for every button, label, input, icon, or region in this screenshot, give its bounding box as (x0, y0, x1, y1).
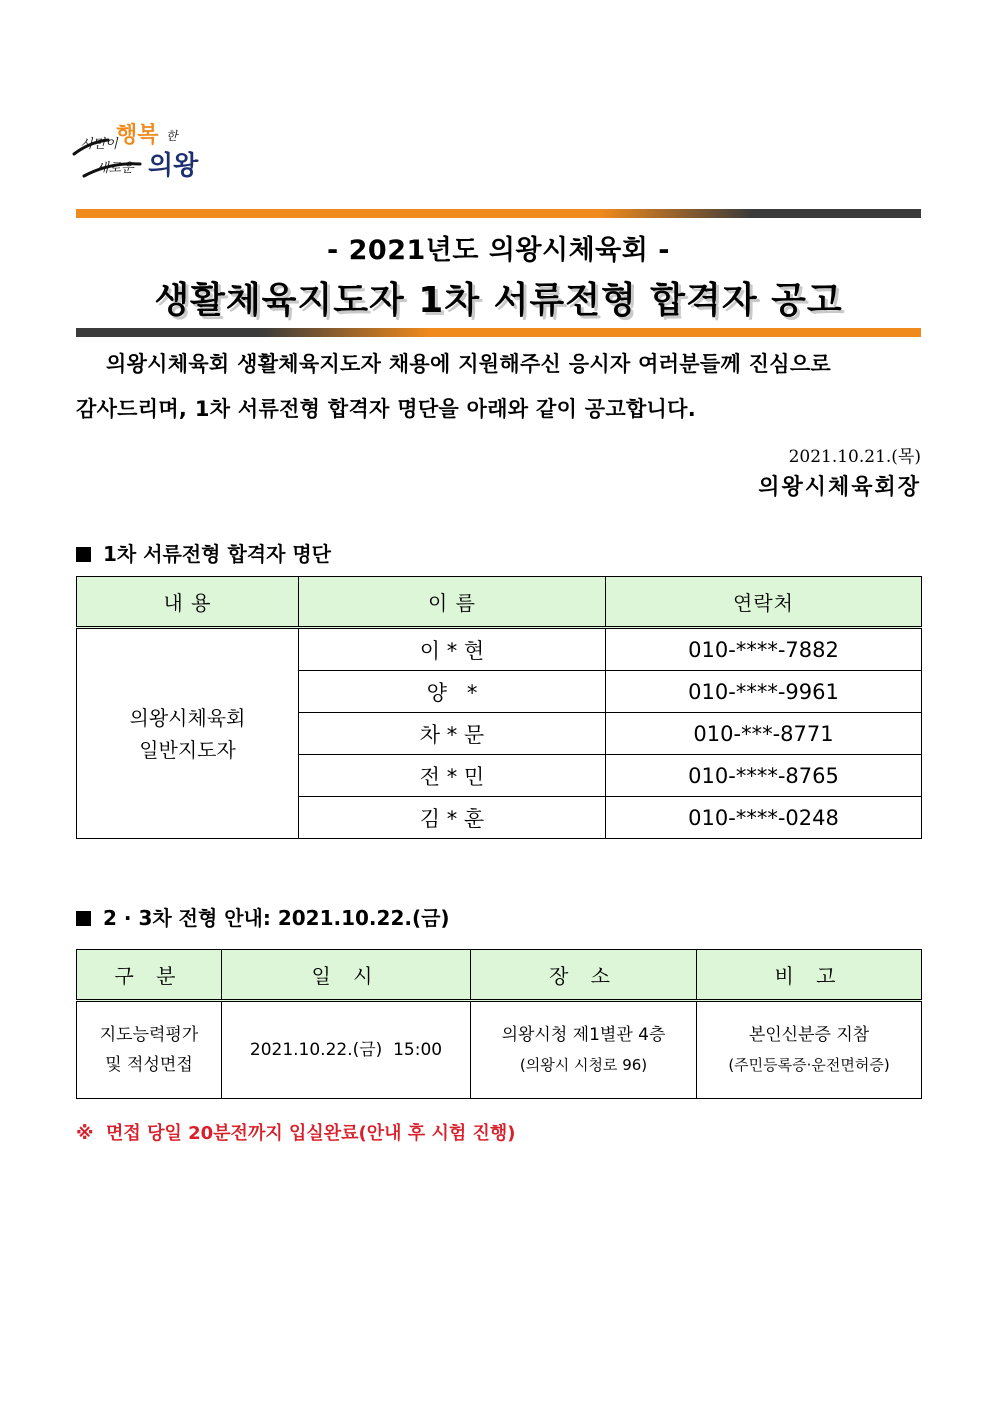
svg-text:한: 한 (166, 129, 178, 143)
stage-note-line-1: 본인신분증 지참 (748, 1025, 870, 1045)
svg-text:새로운: 새로운 (96, 161, 134, 176)
table-header-row (77, 577, 922, 628)
applicant-phone: 010-****-0248 (606, 797, 922, 839)
applicant-name: 양 * (299, 671, 606, 713)
intro-line-2: 감사드리며, 1차 서류전형 합격자 명단을 아래와 같이 공고합니다. (76, 397, 696, 421)
applicant-name: 김 * 훈 (299, 797, 606, 839)
signer: 의왕시체육회장 (758, 474, 921, 500)
square-bullet-icon (76, 911, 91, 926)
header-place: 장 소 (471, 950, 697, 1001)
stage-place-cell (471, 1001, 697, 1099)
announcement-date: 2021.10.21.(목) (788, 447, 921, 467)
group-line-2: 일반지도자 (139, 737, 236, 762)
intro-line-1: 의왕시체육회 생활체육지도자 채용에 지원해주신 응시자 여러분들께 진심으로 (106, 352, 832, 376)
stage-type-cell (77, 1001, 222, 1099)
table-row (77, 1001, 922, 1099)
title-bottom-bar (76, 328, 921, 337)
section-2-heading (76, 902, 450, 931)
page-title: 생활체육지도자 1차 서류전형 합격자 공고 (154, 280, 843, 321)
section-1-title: 1차 서류전형 합격자 명단 (103, 542, 332, 566)
interview-notice: ※ 면접 당일 20분전까지 입실완료(안내 후 시험 진행) (76, 1123, 516, 1144)
applicant-phone: 010-***-8771 (606, 713, 922, 755)
applicant-phone: 010-****-9961 (606, 671, 922, 713)
header-name: 이 름 (299, 577, 606, 628)
section-2-title: 2 · 3차 전형 안내: 2021.10.22.(금) (103, 906, 450, 930)
stage-type-line-2: 및 적성면접 (105, 1055, 193, 1075)
header-note: 비 고 (697, 950, 922, 1001)
table-header-row (77, 950, 922, 1001)
stage-place-line-1: 의왕시청 제1별관 4층 (501, 1025, 666, 1045)
schedule-table (76, 949, 922, 1099)
stage-place-line-2: (의왕시 시청로 96) (519, 1056, 648, 1074)
passers-table (76, 576, 922, 839)
title-subtitle: - 2021년도 의왕시체육회 - (327, 235, 670, 266)
stage-note-line-2: (주민등록증·운전면허증) (728, 1056, 890, 1074)
svg-text:시민이: 시민이 (80, 137, 118, 152)
stage-note-cell (697, 1001, 922, 1099)
svg-text:행복: 행복 (116, 123, 159, 148)
group-cell (77, 628, 299, 839)
group-line-1: 의왕시체육회 (129, 705, 246, 730)
city-slogan-logo (70, 118, 220, 184)
section-1-heading (76, 538, 331, 567)
applicant-phone: 010-****-7882 (606, 628, 922, 671)
applicant-phone: 010-****-8765 (606, 755, 922, 797)
header-contact: 연락처 (606, 577, 922, 628)
square-bullet-icon (76, 547, 91, 562)
stage-type-line-1: 지도능력평가 (99, 1025, 199, 1045)
stage-datetime: 2021.10.22.(금) 15:00 (222, 1001, 471, 1099)
header-category: 구 분 (77, 950, 222, 1001)
table-row (77, 628, 922, 671)
title-top-bar (76, 209, 921, 218)
applicant-name: 이 * 현 (299, 628, 606, 671)
applicant-name: 전 * 민 (299, 755, 606, 797)
applicant-name: 차 * 문 (299, 713, 606, 755)
header-content: 내 용 (77, 577, 299, 628)
header-datetime: 일 시 (222, 950, 471, 1001)
svg-text:의왕: 의왕 (148, 151, 199, 181)
